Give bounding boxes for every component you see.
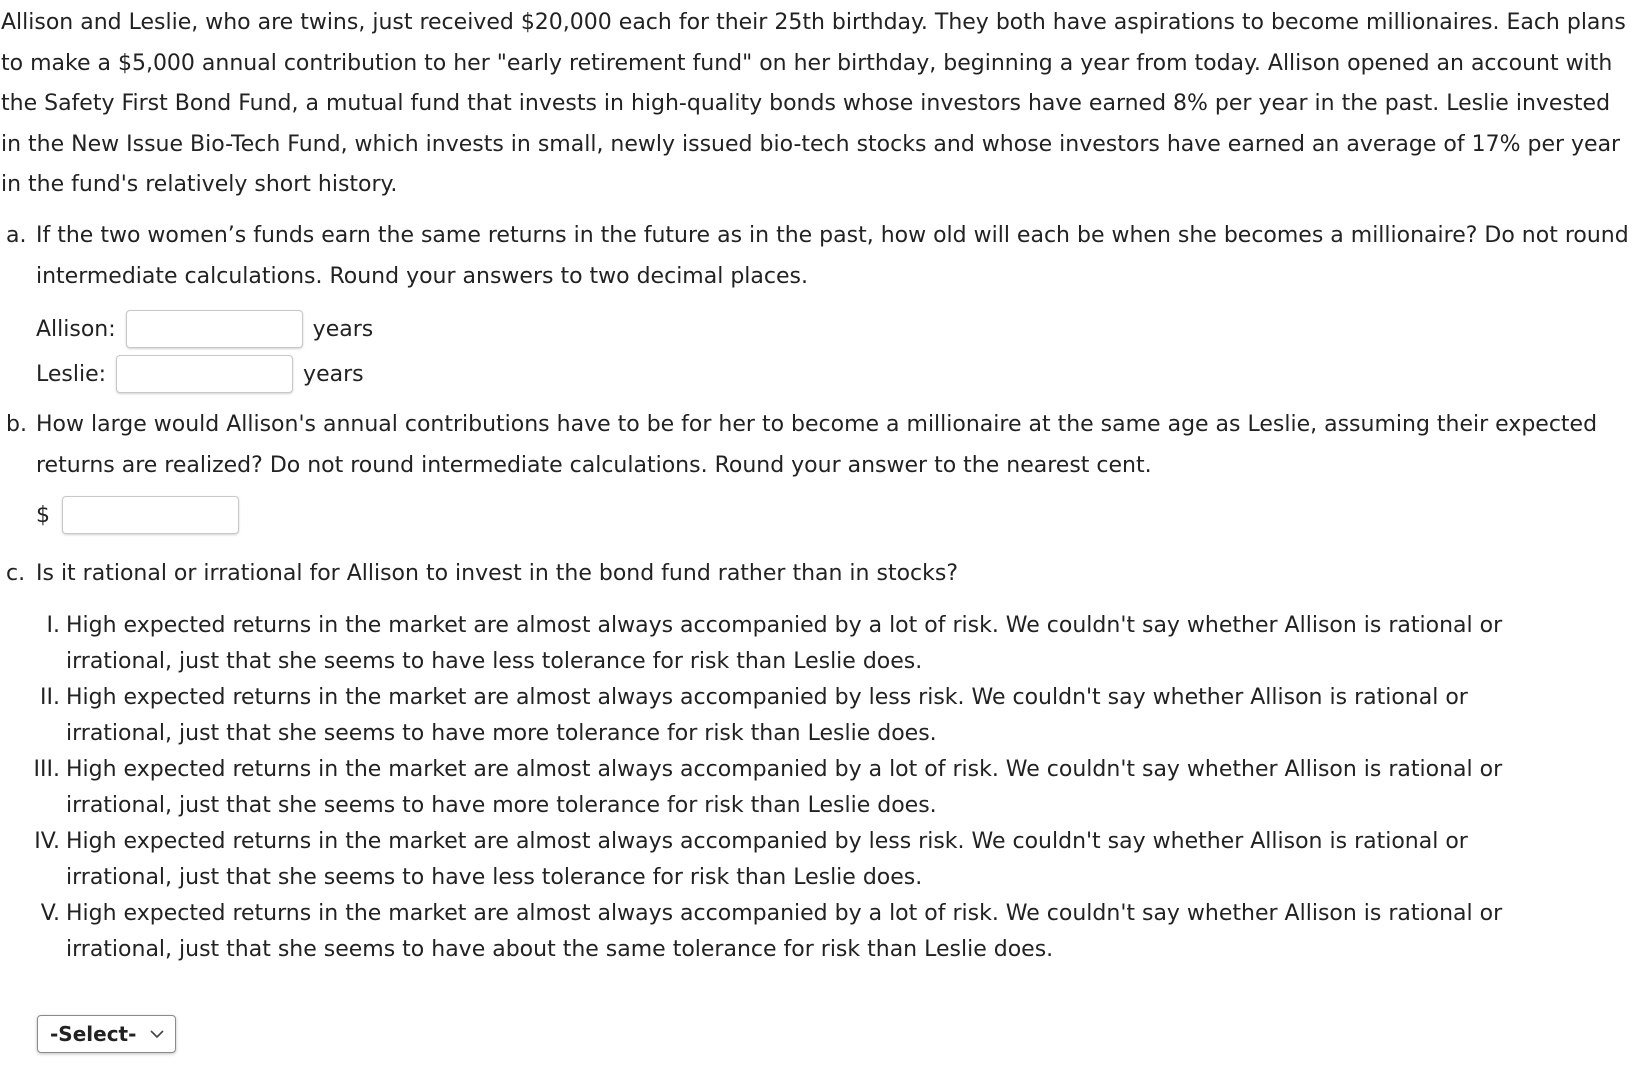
option-iv	[0, 824, 1630, 896]
problem-intro: Allison and Leslie, who are twins, just received $20,000 each for their 25th birthday. They both have aspirations to become millionaires. Each plans to make a $5,000 annual contribution to her "early retirement fund" on her birthday, beginning a year from today. Allison opened an account with the Safety First Bond Fund, a mutual fund that invests in high-quality bonds whose investors have earned 8% per year in the past. Leslie invested in the New Issue Bio-Tech Fund, which invests in small, newly issued bio-tech stocks and whose investors have earned an average of 17% per year in the fund's relatively short history.	[1, 10, 1626, 197]
part-b-letter: b.	[6, 412, 27, 437]
part-a-letter: a.	[6, 223, 27, 248]
part-a-question: If the two women’s funds earn the same returns in the future as in the past, how old will each be when she becomes a millionaire? Do not round intermediate calculations. Round your answers to two decimal places.	[36, 223, 1629, 289]
allison-unit: years	[312, 316, 374, 342]
option-text: High expected returns in the market are almost always accompanied by less risk. We couldn't say whether Allison is rational or irrational, just that she seems to have more tolerance for risk than Leslie does.	[66, 685, 1468, 746]
option-i	[0, 608, 1630, 680]
leslie-label: Leslie:	[36, 361, 107, 387]
option-iii	[0, 752, 1630, 824]
answer-options-list	[0, 608, 1630, 968]
part-b	[0, 405, 1630, 486]
option-text: High expected returns in the market are almost always accompanied by less risk. We couldn't say whether Allison is rational or irrational, just that she seems to have less tolerance for risk than Leslie does.	[66, 829, 1468, 890]
leslie-years-input[interactable]	[116, 355, 293, 393]
option-text: High expected returns in the market are almost always accompanied by a lot of risk. We couldn't say whether Allison is rational or irrational, just that she seems to have more tolerance for risk than Leslie does.	[66, 757, 1503, 818]
option-number: V.	[40, 901, 60, 926]
answer-select-dropdown[interactable]	[37, 1015, 176, 1053]
allison-years-input[interactable]	[126, 310, 303, 348]
option-text: High expected returns in the market are almost always accompanied by a lot of risk. We couldn't say whether Allison is rational or irrational, just that she seems to have about the same tolerance for risk than Leslie does.	[66, 901, 1503, 962]
leslie-unit: years	[303, 361, 364, 387]
part-c	[0, 554, 1630, 595]
option-number: IV.	[34, 829, 60, 854]
option-ii	[0, 680, 1630, 752]
part-c-letter: c.	[6, 561, 26, 586]
allison-answer-row	[36, 308, 373, 350]
option-number: III.	[33, 757, 60, 782]
leslie-answer-row	[36, 353, 364, 395]
currency-symbol: $	[36, 502, 50, 528]
part-b-question: How large would Allison's annual contributions have to be for her to become a millionaire at the same age as Leslie, assuming their expected returns are realized? Do not round intermediate calculations. Round your answer to the nearest cent.	[36, 412, 1598, 478]
contribution-answer-row	[36, 494, 239, 536]
option-v	[0, 896, 1630, 968]
contribution-input[interactable]	[62, 496, 239, 534]
option-number: I.	[46, 613, 60, 638]
option-number: II.	[40, 685, 60, 710]
chevron-down-icon	[149, 1026, 165, 1042]
select-label: -Select-	[50, 1022, 137, 1046]
option-text: High expected returns in the market are almost always accompanied by a lot of risk. We couldn't say whether Allison is rational or irrational, just that she seems to have less tolerance for risk than Leslie does.	[66, 613, 1503, 674]
allison-label: Allison:	[36, 316, 116, 342]
part-c-question: Is it rational or irrational for Allison to invest in the bond fund rather than in stocks?	[36, 561, 959, 586]
part-a	[0, 216, 1630, 297]
